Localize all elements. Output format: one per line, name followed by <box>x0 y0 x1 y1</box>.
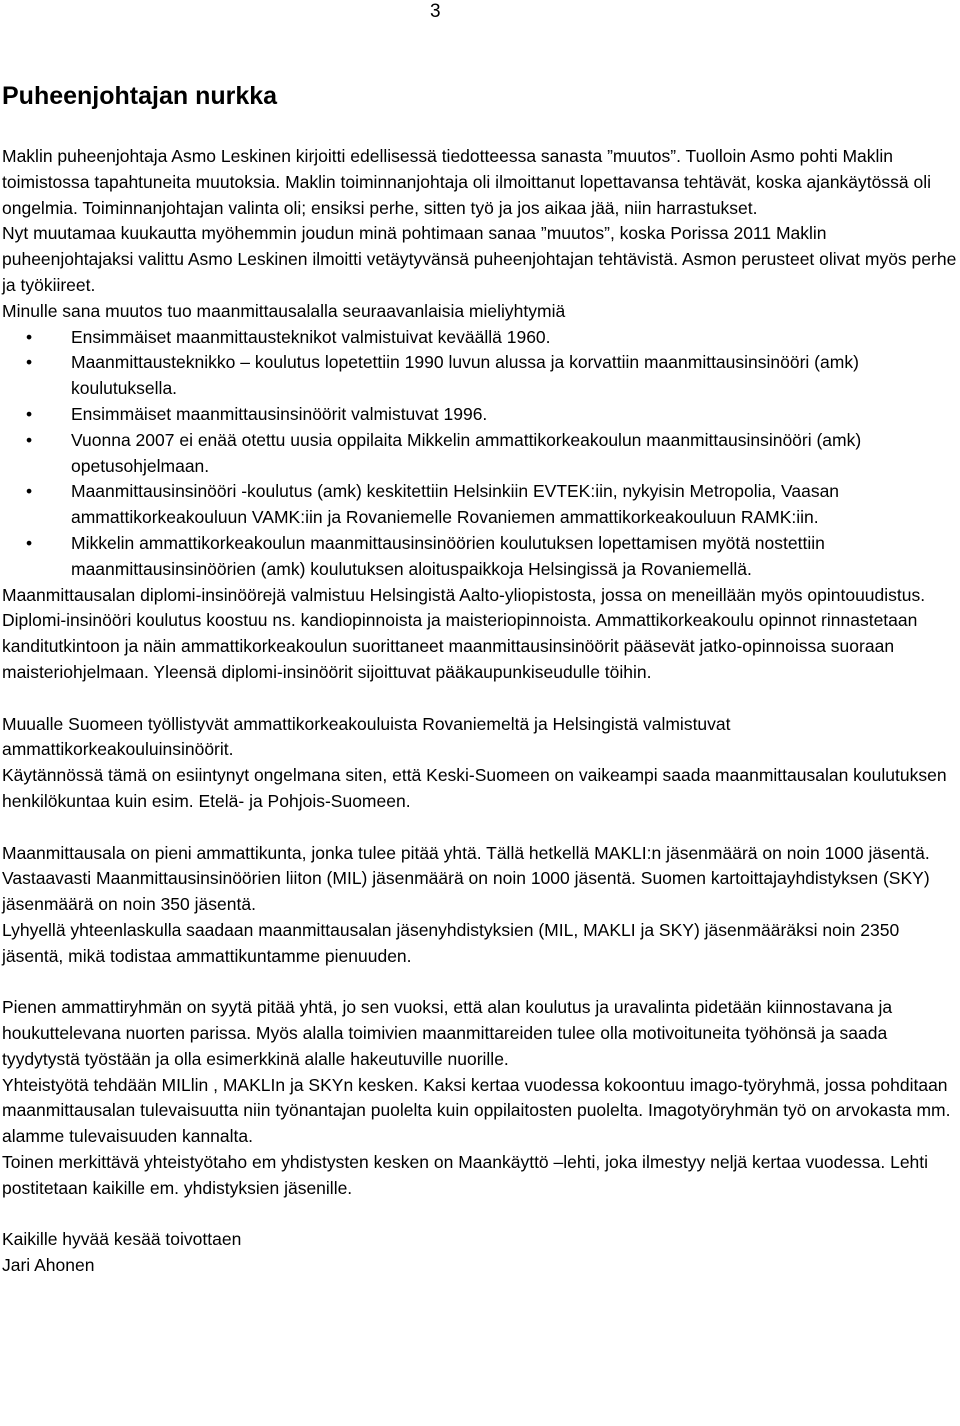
article <box>2 79 958 1279</box>
signature: Jari Ahonen <box>2 1255 95 1276</box>
page-number: 3 <box>430 1 441 22</box>
bullet-icon: • <box>26 481 33 502</box>
intro-paragraph: Nyt muutamaa kuukautta myöhemmin joudun minä pohtimaan sanaa ”muutos”, koska Porissa 2011 Maklin puheenjohtajaksi valittu Asmo Leskinen ilmoitti vetäytyvänsä puheenjohtajan tehtävistä. Asmon perusteet olivat myös perhe ja työkiireet. <box>2 223 957 295</box>
list-item-text: Maanmittausteknikko – koulutus lopetettiin 1990 luvun alussa ja korvattiin maanmittausinsinööri (amk) koulutuksella. <box>71 352 859 399</box>
closing-line: Kaikille hyvää kesää toivottaen <box>2 1229 242 1250</box>
list-item <box>2 402 958 428</box>
paragraph: Toinen merkittävä yhteistyötaho em yhdistysten kesken on Maankäyttö –lehti, joka ilmestyy neljä kertaa vuodessa. Lehti postitetaan kaikille em. yhdistyksien jäsenille. <box>2 1152 929 1198</box>
paragraph: Pienen ammattiryhmän on syytä pitää yhtä, jo sen vuoksi, että alan koulutus ja uravalinta pidetään kiinnostavana ja houkuttelevana nuorten parissa. Myös alalla toimivien maanmittareiden tulee olla motivoituneita työhönsä ja saada tyydytystä työstään ja olla esimerkkinä alalle hakeutuville nuorille. <box>2 997 893 1069</box>
paragraph: Yhteistyötä tehdään MILlin , MAKLIn ja SKYn kesken. Kaksi kertaa vuodessa kokoontuu imago-työryhmä, jossa pohditaan maanmittausalan tulevaisuutta niin työnantajan puolelta kuin oppilaitosten puolelta. Imagotyöryhmän työ on arvokasta mm. alamme tulevaisuuden kannalta. <box>2 1074 951 1147</box>
paragraph: Lyhyellä yhteenlaskulla saadaan maanmittausalan jäsenyhdistyksien (MIL, MAKLI ja SKY) jäsenmääräksi noin 2350 jäsentä, mikä todistaa ammattikuntamme pienuuden. <box>2 919 900 966</box>
paragraph: Maanmittausalan diplomi-insinöörejä valmistuu Helsingistä Aalto-yliopistosta, jossa on meneillään myös opintouudistus. Diplomi-insinööri koulutus koostuu ns. kandiopinnoista ja maisteriopinnoista. Ammattikorkeakoulu opinnot rinnastetaan kanditutkintoon ja näin ammattikorkeakoulun suorittaneet maanmittausinsinöörit pääsevät jatko-opinnoissa suoraan maisteriohjelmaan. Yleensä diplomi-insinöörit sijoittuvat pääkaupunkiseudulle töihin. <box>2 584 926 682</box>
list-item-text: Mikkelin ammattikorkeakoulun maanmittausinsinöörien koulutuksen lopettamisen myötä nostettiin maanmittausinsinöörien (amk) koulutuksen aloituspaikkoja Helsingissä ja Rovaniemellä. <box>71 532 825 579</box>
list-item-text: Vuonna 2007 ei enää otettu uusia oppilaita Mikkelin ammattikorkeakoulun maanmittausinsinööri (amk) opetusohjelmaan. <box>71 429 862 476</box>
intro-paragraph: Maklin puheenjohtaja Asmo Leskinen kirjoitti edellisessä tiedotteessa sanasta ”muutos”. Tuolloin Asmo pohti Maklin toimistossa tapahtuneita muutoksia. Maklin toiminnanjohtaja oli ilmoittanut lopettavansa tehtävät, koska ajankäytössä oli ongelmia. Toiminnanjohtajan valinta oli; ensiksi perhe, sitten työ ja jos aikaa jää, niin harrastukset. <box>2 146 931 218</box>
bullet-icon: • <box>26 403 33 424</box>
list-item <box>2 531 958 583</box>
paragraph: Maanmittausala on pieni ammattikunta, jonka tulee pitää yhtä. Tällä hetkellä MAKLI:n jäsenmäärä on noin 1000 jäsentä. Vastaavasti Maanmittausinsinöörien liiton (MIL) jäsenmäärä on noin 1000 jäsentä. Suomen kartoittajayhdistyksen (SKY) jäsenmäärä on noin 350 jäsentä. <box>2 842 930 915</box>
bullet-icon: • <box>26 532 33 553</box>
page-title: Puheenjohtajan nurkka <box>2 82 278 110</box>
intro-paragraph: Minulle sana muutos tuo maanmittausalalla seuraavanlaisia mieliyhtymiä <box>2 300 566 321</box>
list-item <box>2 325 958 351</box>
list-item <box>2 350 958 402</box>
bullet-list <box>2 325 958 583</box>
list-item-text: Ensimmäiset maanmittausinsinöörit valmistuvat 1996. <box>71 403 488 424</box>
list-item <box>2 428 958 480</box>
bullet-icon: • <box>26 352 33 373</box>
list-item-text: Maanmittausinsinööri -koulutus (amk) keskitettiin Helsinkiin EVTEK:iin, nykyisin Metropolia, Vaasan ammattikorkeakouluun VAMK:iin ja Rovaniemelle Rovaniemen ammattikorkeakouluun RAMK:iin. <box>71 481 840 528</box>
bullet-icon: • <box>26 326 33 347</box>
paragraph: Käytännössä tämä on esiintynyt ongelmana siten, että Keski-Suomeen on vaikeampi saada maanmittausalan koulutuksen henkilökuntaa kuin esim. Etelä- ja Pohjois-Suomeen. <box>2 765 947 811</box>
list-item <box>2 479 958 531</box>
list-item-text: Ensimmäiset maanmittausteknikot valmistuivat keväällä 1960. <box>71 326 551 347</box>
paragraph: Muualle Suomeen työllistyvät ammattikorkeakouluista Rovaniemeltä ja Helsingistä valmistuvat ammattikorkeakouluinsinöörit. <box>2 713 731 760</box>
bullet-icon: • <box>26 429 33 450</box>
